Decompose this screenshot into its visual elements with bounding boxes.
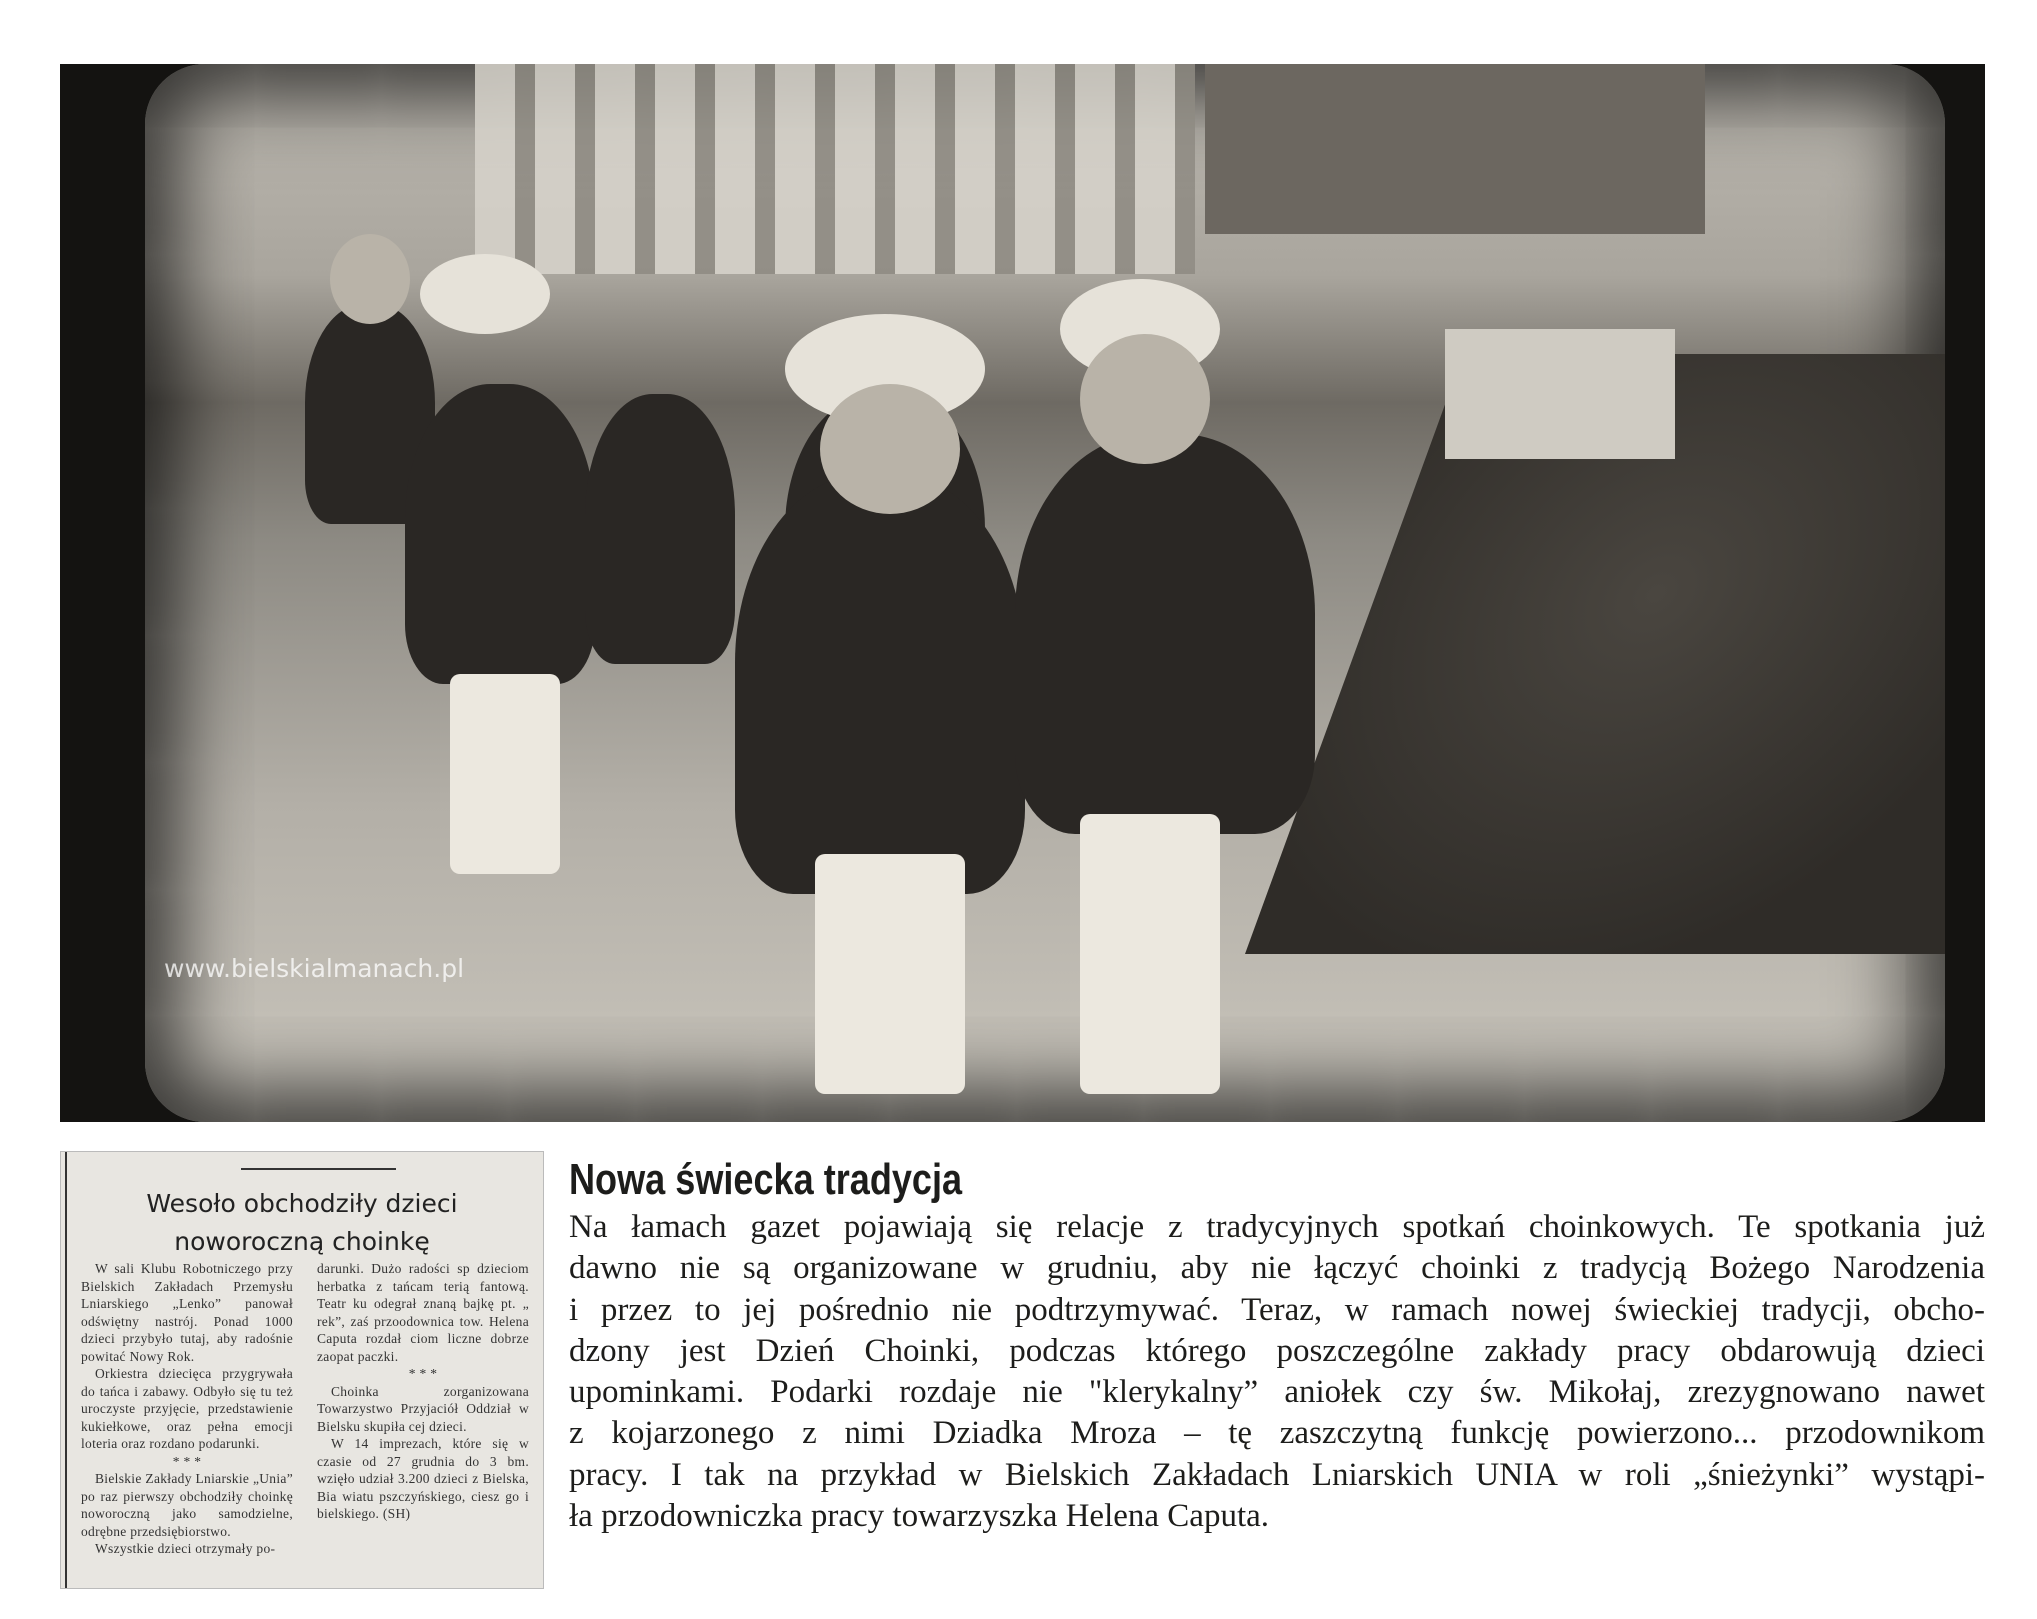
child-figure [735, 474, 1025, 894]
clipping-separator: * * * [172, 1453, 202, 1469]
article-line: i przez to jej pośrednio nie podtrzymywać. Teraz, w ramach nowej świeckiej tradycji, obcho- [569, 1291, 1985, 1328]
article-title: Nowa świecka tradycja [569, 1155, 963, 1204]
article-line: pracy. I tak na przykład w Bielskich Zakładach Lniarskich UNIA w roli „śnieżynki” wystąpi- [569, 1456, 1985, 1493]
child-figure [585, 394, 735, 664]
article-line: upominkami. Podarki rozdaje nie "klerykalny” aniołek czy św. Mikołaj, zrezygnowano nawet [569, 1374, 1985, 1411]
article-line: ła przodowniczka pracy towarzyszka Helena Caputa. [569, 1498, 1270, 1535]
article-line: Na łamach gazet pojawiają się relacje z tradycyjnych spotkań choinkowych. Te spotkania już [569, 1209, 1985, 1245]
child-figure [405, 384, 595, 684]
clipping-left-column [81, 1260, 293, 1558]
child-face [330, 234, 410, 324]
child-cap [420, 254, 550, 334]
child-figure [1015, 434, 1315, 834]
article-line: dawno nie są organizowane w grudniu, aby nie łączyć choinki z tradycją Bożego Narodzenia [569, 1250, 1985, 1287]
newspaper-clipping [60, 1151, 544, 1589]
archival-photo-children-walking [60, 64, 1985, 1122]
child-face [1080, 334, 1210, 464]
child-face [820, 384, 960, 514]
clipping-paragraph: W 14 imprezach, które się w czasie od 27 grudnia do 3 bm. wzięło udział 3.200 dzieci z Bielska, Bia wiatu pszczyńskiego, ciesz go i bielskiego. (SH) [317, 1436, 529, 1521]
clipping-paragraph: Orkiestra dziecięca przygrywała do tańca i zabawy. Odbyło się tu też uroczyste przyjęcie, przedstawienie kukiełkowe, oraz pełna emocji loteria oraz rozdano podarunki. [81, 1366, 293, 1451]
brick-building [1205, 64, 1705, 234]
clipping-top-rule [241, 1168, 396, 1170]
clipping-right-column [317, 1260, 529, 1523]
concrete-block [1445, 329, 1675, 459]
article-body [569, 1207, 1985, 1537]
clipping-separator: * * * [408, 1366, 438, 1381]
watermark: www.bielskialmanach.pl [164, 954, 465, 983]
clipping-paragraph: Bielskie Zakłady Lniarskie „Unia” po raz pierwszy obchodziły choinkę noworoczną jako samodzielne, odrębne przedsiębiorstwo. [81, 1471, 293, 1539]
child-legs [815, 854, 965, 1094]
clipping-paragraph: Choinka zorganizowana Towarzystwo Przyjaciół Oddział w Bielsku skupiła cej dzieci. [317, 1383, 529, 1434]
article-line: z kojarzonego z nimi Dziadka Mroza – tę zaszczytną funkcję powierzono... przodownikom [569, 1415, 1985, 1452]
clipping-headline: Wesoło obchodziły dzieci noworoczną choinkę [146, 1189, 458, 1256]
clipping-paragraph: darunki. Dużo radości sp dzieciom herbatka z tańcam terią fantową. Teatr ku odegrał znaną bajkę pt. „ rek”, zaś przoodownica tow. Helena Caputa rozdał ciom liczne dobrze zaopat paczki. [317, 1261, 529, 1364]
clipping-paragraph: Wszystkie dzieci otrzymały po- [95, 1541, 276, 1556]
article-line: dzony jest Dzień Choinki, podczas którego poszczególne zakłady pracy obdarowują dzieci [569, 1332, 1985, 1369]
apartment-building [475, 64, 1195, 274]
child-legs [1080, 814, 1220, 1094]
clipping-paragraph: W sali Klubu Robotniczego przy Bielskich Zakładach Przemysłu Lniarskiego „Lenko” panował odświętny nastrój. Ponad 1000 dzieci przybyło tutaj, aby radośnie powitać Nowy Rok. [81, 1261, 293, 1364]
child-legs [450, 674, 560, 874]
